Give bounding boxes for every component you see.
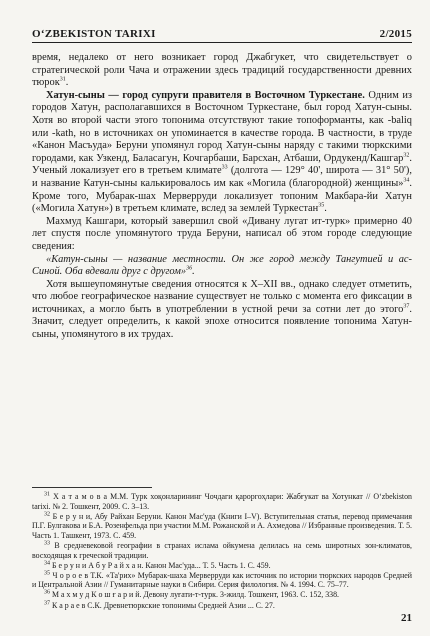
paragraph-2: Хатун-сыны — город супруги правителя в Восточном Туркестане. Одним из городов Хатун, располагавшихся в Восточном Туркестане, был город Хатун-сыны. Хотя во второй части этого топонима отсутствуют такие топоформанты, как -baliq или -kath, но в источниках он упоминается в качестве города. В частности, в труде «Канон Масъуда» Беруни упомянул город Хатун-сыны наряду с такими тюркскими городами, как Узкенд, Баласагун, Кочгарбаши, Барсхан, Атбаши, Ордукенд/Кашгар$^{32}$. Ученый локализует его в третьем климате$^{33}$ (долгота — 129° 40', широта — 31° 50'), и название Катун-сыны калькировалось им как «Могила (благородной) женщины»$^{34}$. Кроме того, Мубарак-шах Мерверруди локализует топоним Макбара-йи Хатун («Могила Хатун») в третьем климате, вслед за землей Туркестан$^{35}$.: [32, 89, 412, 215]
footnote: $^{34}$ Б е р у н и А б у Р а й х а н. Канон Мас'уда... Т. 5. Часть 1. С. 459.: [44, 560, 271, 570]
footnote: $^{35}$ Ч о р о е в Т.К. «Та'рих» Мубарак-шаха Мерверруди как источник по истории тюркских народов Средней и Центральной Азии // Гуманитарные науки в Сибири. Серия филология. № 4. 1994. С. 75–77.: [32, 570, 412, 590]
header-rule: [32, 42, 412, 43]
paragraph-4: Хотя вышеупомянутые сведения относятся к X–XII вв., однако следует отметить, что любое географическое название существует не только с момента его фиксации в источниках, а могло быть в употреблении в устной речи за сотни лет до этого$^{37}$. Значит, следует определить, к какой эпохе относится появление топонима Хатун-сыны, упомянутого в их трудах.: [32, 278, 412, 341]
paragraph-3: Махмуд Кашгари, который завершил свой «Дивану лугат ит-турк» примерно 40 лет спустя после упомянутого труда Беруни, написал об этом городе следующие сведения:: [32, 215, 412, 252]
footnote: $^{32}$ Б е р у н и, Абу Райхан Беруни. Канон Мас'уда (Книги I–V). Вступительная статья, перевод примечания П.Г. Булгакова и Б.А. Розенфельда при участии М.М. Рожанской и А. Ахмедова // Избранные произведения. Т. 5. Часть 1. Ташкент, 1973. С. 459.: [32, 511, 412, 540]
footnote: $^{31}$ Х а т а м о в а М.М. Турк хоқонларининг Чочдаги қароргоҳлари: Жабғукат ва Хотункат // O‘zbekiston tarixi. № 2. Тошкент, 2009. С. 3–13.: [32, 491, 412, 511]
footnote: $^{36}$ М а х м у д К о ш ғ а р и й. Девону луғати-т-турк. 3-жилд. Тошкент, 1963. С. 152, 338.: [44, 589, 340, 600]
issue-number: 2/2015: [379, 28, 412, 40]
article-body: [32, 52, 412, 342]
journal-title: O‘ZBEKISTON TARIXI: [32, 28, 156, 40]
section-heading: Хатун-сыны — город супруги правителя в Восточном Туркестане.: [46, 89, 365, 101]
footnote-rule: [32, 487, 152, 488]
block-quote: «Катун-сыны — название местности. Он же город между Тангутией и ас-Синой. Оба вдевали друг с другом»$^{36}$.: [32, 253, 412, 278]
paragraph-1: время, недалеко от него возникает город Джабгукет, что свидетельствует о стратегической роли Чача и отражении здесь традиций государственности древних тюрок$^{31}$.: [32, 52, 412, 89]
footnote: $^{33}$ В средневековой географии в странах ислама ойкумена делилась на семь широтных зон-климатов, восходящая к греческой традиции.: [32, 540, 412, 560]
running-header: [32, 24, 412, 40]
page-number: 21: [401, 612, 412, 624]
footnotes: [32, 492, 412, 611]
footnote: $^{37}$ К а р а е в С.К. Древнетюркские топонимы Средней Азии ... С. 27.: [44, 599, 275, 610]
